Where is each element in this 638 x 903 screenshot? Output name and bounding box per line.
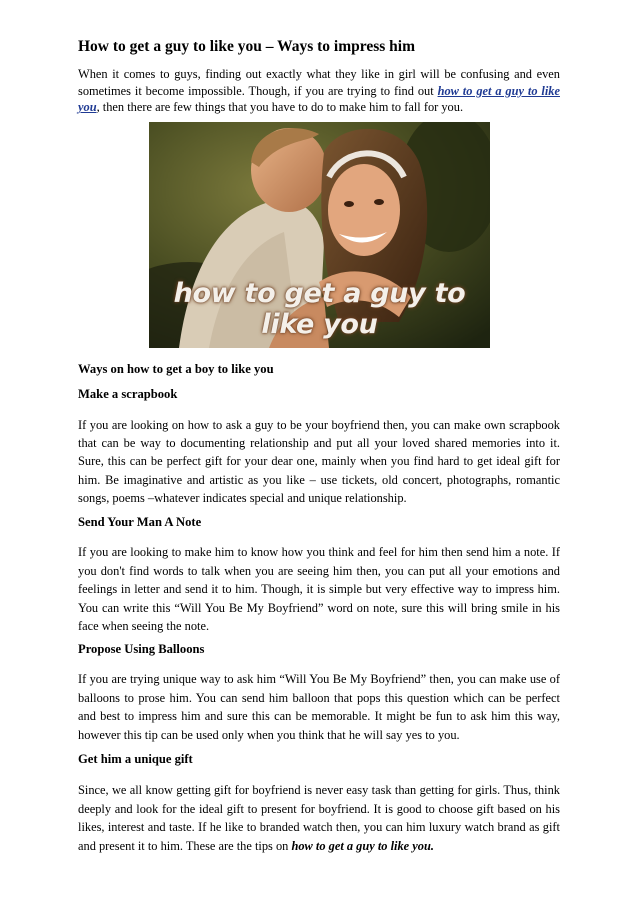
gift-text: Since, we all know getting gift for boyfriend is never easy task than getting for girls. Thus, think deeply and look for the ideal gift to present for boyfriend. It is good to choose gift based on his likes, interest and taste. If he like to branded watch then, you can him luxury watch brand as gift and present it to him. These are the tips on xyxy=(78,783,560,853)
section-body-scrapbook: If you are looking on how to ask a guy to be your boyfriend then, you can make own scrapbook that can be way to documenting relationship and put all your loved shared memories into it. Sure, this can be perfect gift for your dear one, mainly when you find hard to get ideal gift for him. Be imaginative and artistic as you like – use tickets, old concert, photographs, romantic songs, poems –whatever indicates special and unique relationship. xyxy=(78,418,560,505)
section-body-balloons: If you are trying unique way to ask him “Will You Be My Boyfriend” then, you can make use of balloons to prose him. You can send him balloon that pops this question which can be perfect and best to impress him and sure this can be memorable. It might be fun to ask him this way, however this tip can be used only when you think that he will say yes to you. xyxy=(78,672,560,742)
keyword-link[interactable]: how to get a guy to like you xyxy=(78,83,560,115)
hero-image xyxy=(149,122,490,348)
section-body-gift xyxy=(78,781,560,855)
hero-caption: how to get a guy to like you xyxy=(173,278,466,340)
ways-heading: Ways on how to get a boy to like you xyxy=(78,362,274,376)
section-body-note: If you are looking to make him to know how you think and feel for him then send him a note. If you don't find words to talk when you are seeing him then, you can put all your emotions and feelings in letter and send it to him. Though, it is simple but very effective way to impress him. You can write this “Will You Be My Boyfriend” word on note, sure this will bring smile in his face when seeing the note. xyxy=(78,545,560,634)
intro-paragraph xyxy=(78,66,560,116)
article-title: How to get a guy to like you – Ways to impress him xyxy=(78,38,415,55)
section-heading-note: Send Your Man A Note xyxy=(78,515,202,529)
section-heading-gift: Get him a unique gift xyxy=(78,752,193,766)
intro-text-after: , then there are few things that you have to do to make him to fall for you. xyxy=(96,100,464,115)
section-heading-scrapbook: Make a scrapbook xyxy=(78,387,178,401)
section-heading-balloons: Propose Using Balloons xyxy=(78,642,205,656)
intro-text-before: When it comes to guys, finding out exactly what they like in girl will be confusing and even sometimes it become impossible. Though, if you are trying to find out xyxy=(78,67,560,98)
closing-emphasis: how to get a guy to like you. xyxy=(291,838,434,853)
